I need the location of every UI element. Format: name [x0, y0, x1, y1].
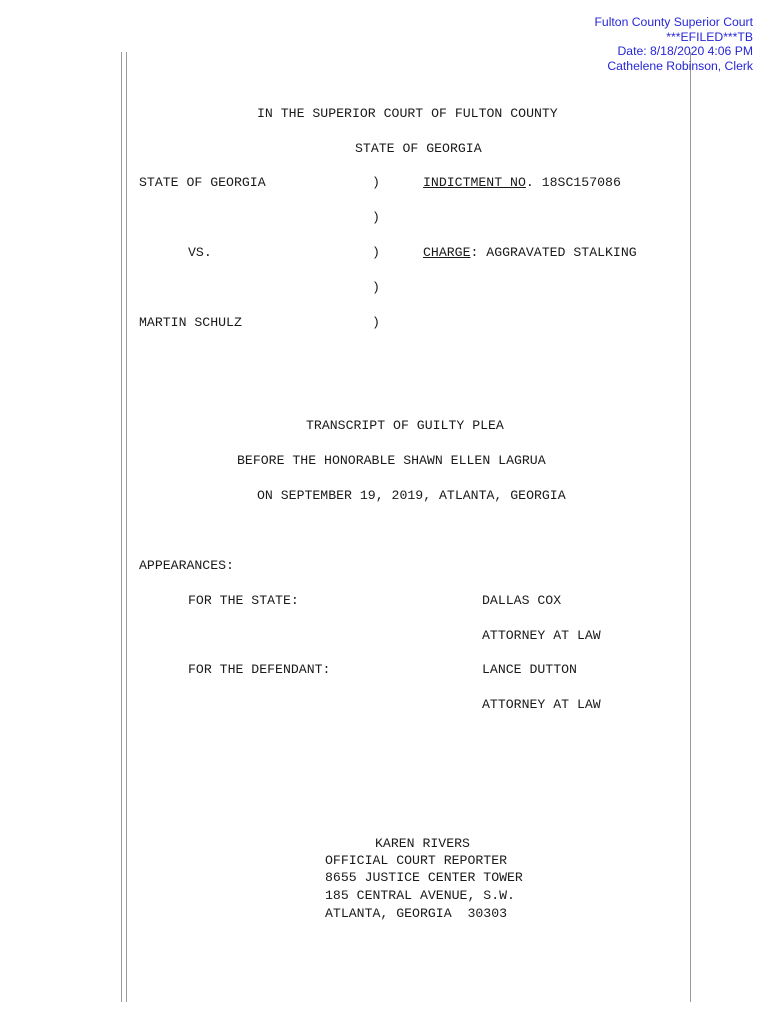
caption-paren: ) [372, 175, 380, 190]
judge-line: BEFORE THE HONORABLE SHAWN ELLEN LAGRUA [237, 453, 546, 468]
left-margin-line-inner [126, 52, 127, 1002]
transcript-title: TRANSCRIPT OF GUILTY PLEA [306, 418, 504, 433]
stamp-court: Fulton County Superior Court [594, 15, 753, 29]
reporter-name: KAREN RIVERS [375, 836, 470, 851]
appearances-heading: APPEARANCES: [139, 558, 234, 573]
reporter-address-2: 185 CENTRAL AVENUE, S.W. [325, 888, 515, 903]
indictment-label: INDICTMENT NO [423, 175, 526, 190]
state-counsel-label: FOR THE STATE: [188, 593, 299, 608]
plaintiff-name: STATE OF GEORGIA [139, 175, 266, 190]
charge-value: : AGGRAVATED STALKING [470, 245, 637, 260]
caption-paren: ) [372, 280, 380, 295]
reporter-address-1: 8655 JUSTICE CENTER TOWER [325, 870, 523, 885]
reporter-address-3: ATLANTA, GEORGIA 30303 [325, 906, 508, 921]
reporter-title: OFFICIAL COURT REPORTER [325, 853, 508, 868]
caption-paren: ) [372, 210, 380, 225]
indictment-number: . 18SC157086 [525, 175, 621, 190]
defendant-name: MARTIN SCHULZ [139, 315, 242, 330]
state-heading: STATE OF GEORGIA [355, 141, 482, 156]
state-counsel-title: ATTORNEY AT LAW [482, 628, 601, 643]
court-heading: IN THE SUPERIOR COURT OF FULTON COUNTY [257, 106, 558, 121]
indictment-line [423, 175, 621, 191]
versus-label: VS. [188, 245, 212, 260]
caption-paren: ) [372, 315, 380, 330]
caption-paren: ) [372, 245, 380, 260]
efiled-stamp [594, 15, 753, 73]
state-counsel-name: DALLAS COX [482, 593, 562, 608]
defense-counsel-title: ATTORNEY AT LAW [482, 697, 601, 712]
left-margin-line-outer [121, 52, 122, 1002]
charge-label: CHARGE [423, 245, 471, 260]
right-margin-line [690, 52, 691, 1002]
defense-counsel-name: LANCE DUTTON [482, 662, 577, 677]
date-location-line: ON SEPTEMBER 19, 2019, ATLANTA, GEORGIA [257, 488, 566, 503]
stamp-date: Date: 8/18/2020 4:06 PM [617, 44, 753, 59]
charge-line [423, 245, 637, 261]
defense-counsel-label: FOR THE DEFENDANT: [188, 662, 331, 677]
stamp-filed: ***EFILED***TB [666, 29, 753, 44]
stamp-clerk: Cathelene Robinson, Clerk [607, 58, 753, 73]
